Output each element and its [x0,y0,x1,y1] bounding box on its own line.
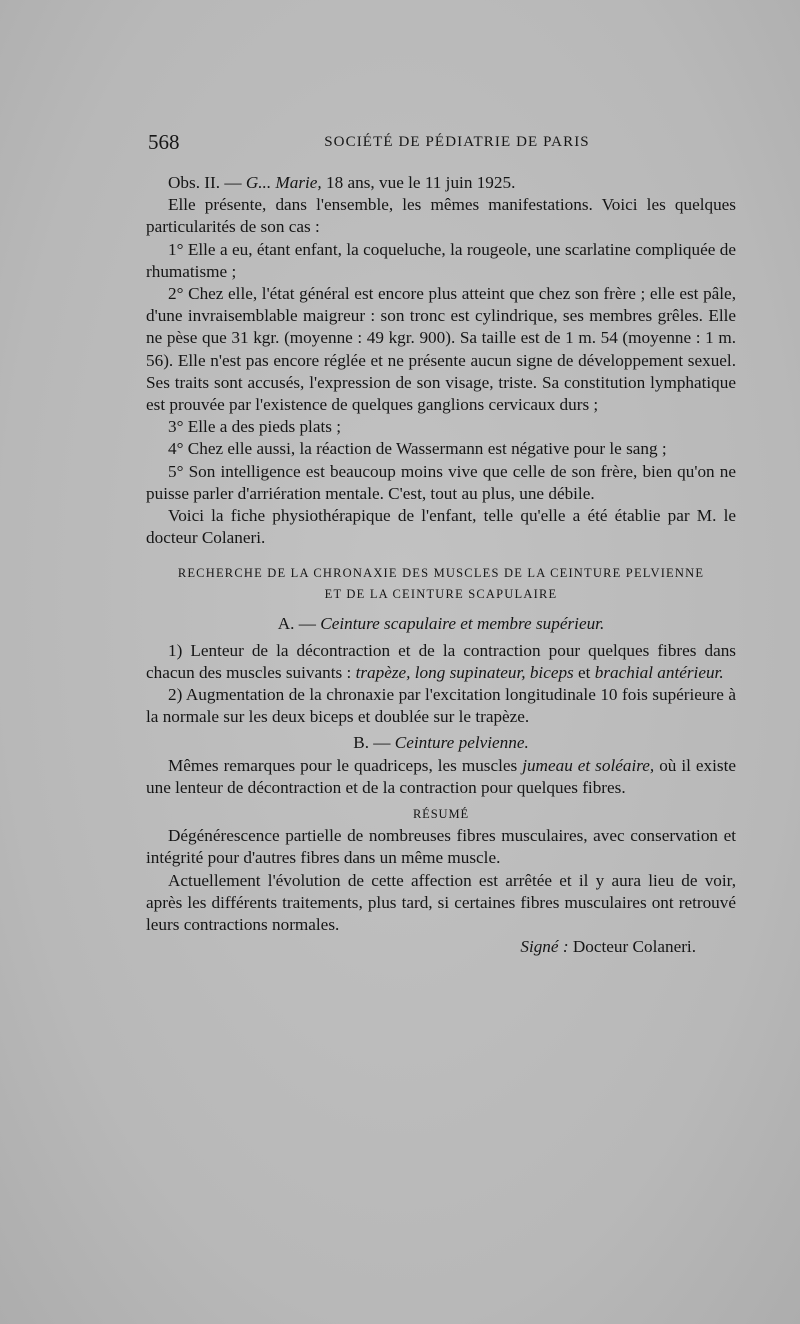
resume-heading: RÉSUMÉ [412,807,470,822]
part-b-end: où il existe une lenteur de décontraction et de la contraction pour quelques fibres. [146,755,736,797]
signature [146,936,736,958]
signature-name: Docteur Colaneri. [568,937,696,957]
section-title [146,563,736,605]
part-b-muscles: jumeau et soléaire, [522,755,655,775]
part-b-start: Mêmes remarques pour le quadriceps, les muscles [168,755,523,775]
list-item: 5° Son intelligence est beaucoup moins vive que celle de son frère, bien qu'on ne puisse parler d'arriération mentale. C'est, tout au plus, une débile. [146,461,736,503]
part-b-paragraph [146,755,736,799]
page-header [148,130,736,160]
part-b-title: Ceinture pelvienne. [394,733,529,753]
part-a-prefix: A. — [277,614,321,634]
list-item: 3° Elle a des pieds plats ; [168,417,341,437]
part-b-prefix: B. — [353,733,395,753]
part-a-heading [146,613,736,635]
part-a-p1-text: 1) Lenteur de la décontraction et de la contraction pour quelques fibres dans chacun des muscles suivants : [146,640,736,682]
list-item: 4° Chez elle aussi, la réaction de Wassermann est négative pour le sang ; [168,439,667,459]
fiche-intro-paragraph: Voici la fiche physiothérapique de l'enfant, telle qu'elle a été établie par M. le docteur Colaneri. [146,506,736,548]
obs-label: Obs. II. — [168,173,246,192]
part-a-title: Ceinture scapulaire et membre supérieur. [320,614,605,634]
part-b-heading [146,732,736,754]
obs-details: 18 ans, vue le 11 juin 1925. [321,173,516,192]
intro-paragraph: Elle présente, dans l'ensemble, les mêmes manifestations. Voici les quelques particularités de son cas : [146,195,736,237]
part-a-p1-last: brachial antérieur. [594,662,724,682]
part-a-paragraph-1 [146,640,736,684]
observation-heading [146,172,736,194]
part-a-p1-muscles: trapèze, long supinateur, biceps [355,662,574,682]
list-item: 1° Elle a eu, étant enfant, la coqueluche, la rougeole, une scarlatine compliquée de rhumatisme ; [146,239,736,281]
part-a-p1-and: et [573,662,595,682]
list-item: 2° Chez elle, l'état général est encore plus atteint que chez son frère ; elle est pâle, d'une invraisemblable maigreur : son tronc est cylindrique, ses membres grêles. Elle ne pèse que 31 kgr. (moyenne : 49 kgr. 900). Sa taille est de 1 m. 54 (moyenne : 1 m. 56). Elle n'est pas encore réglée et ne présente aucun signe de développement sexuel. Ses traits sont accusés, l'expression de son visage, triste. Sa constitution lymphatique est prouvée par l'existence de quelques ganglions cervicaux durs ; [146,284,736,415]
section-title-line-1: RECHERCHE DE LA CHRONAXIE DES MUSCLES DE LA CEINTURE PELVIENNE [177,566,705,581]
part-a-paragraph-2: 2) Augmentation de la chronaxie par l'excitation longitudinale 10 fois supérieure à la normale sur les deux biceps et doublée sur le trapèze. [146,685,736,727]
body-text [146,172,736,959]
resume-paragraph-1: Dégénérescence partielle de nombreuses fibres musculaires, avec conservation et intégrité pour d'autres fibres dans un même muscle. [146,826,736,868]
running-title: SOCIÉTÉ DE PÉDIATRIE DE PARIS [324,134,590,150]
resume-paragraph-2: Actuellement l'évolution de cette affection est arrêtée et il y aura lieu de voir, après les différents traitements, plus tard, si certaines fibres musculaires ont retrouvé leurs contractions normales. [146,870,736,935]
section-title-line-2: ET DE LA CEINTURE SCAPULAIRE [324,587,558,602]
patient-name: G... Marie, [245,173,322,192]
signature-label: Signé : [520,937,569,957]
page-number: 568 [148,130,180,154]
